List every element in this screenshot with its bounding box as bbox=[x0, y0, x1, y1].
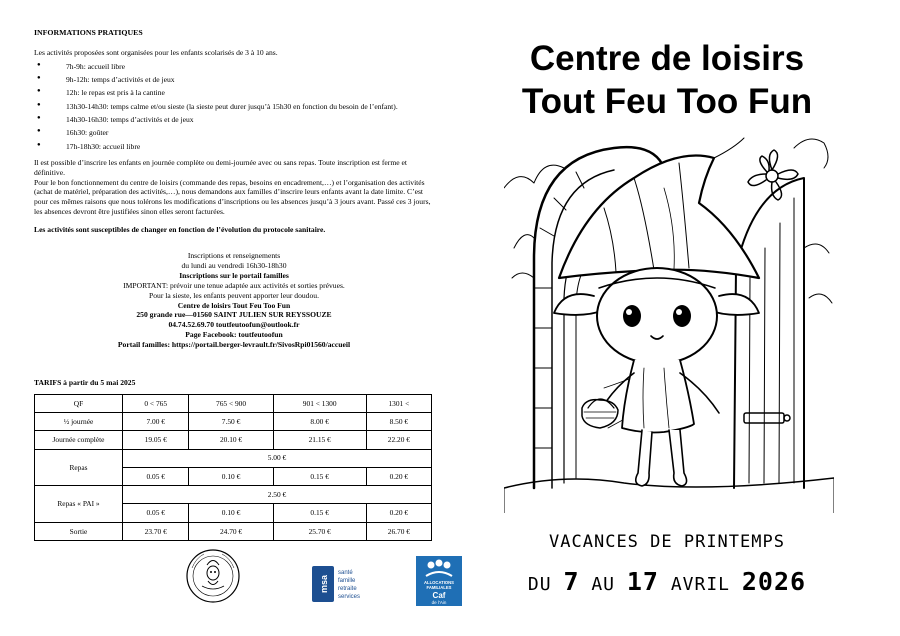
table-cell: ½ journée bbox=[35, 412, 123, 430]
caf-name: Caf bbox=[432, 591, 446, 600]
protocol-warning: Les activités sont susceptibles de changer en fonction de l’évolution du protocole sanitaire. bbox=[34, 224, 326, 234]
table-cell: 0.20 € bbox=[366, 504, 431, 522]
caf-line: FAMILIALES bbox=[426, 585, 452, 590]
partner-logos bbox=[34, 548, 454, 608]
contact-line: du lundi au vendredi 16h30-18h30 bbox=[181, 261, 287, 271]
msa-line: retraite bbox=[338, 586, 357, 592]
table-cell: 8.00 € bbox=[273, 412, 366, 430]
table-cell: 22.20 € bbox=[366, 431, 431, 449]
caf-logo bbox=[416, 556, 462, 606]
table-cell: 8.50 € bbox=[366, 412, 431, 430]
table-cell: 2.50 € bbox=[123, 486, 432, 504]
inscription-paragraph: Il est possible d’inscrire les enfants en journée complète ou demi-journée avec ou sans repas. Toute inscription est ferme et définitive. bbox=[34, 158, 407, 177]
msa-line: famille bbox=[338, 578, 356, 584]
table-cell: 23.70 € bbox=[123, 522, 189, 540]
contact-line: Inscriptions sur le portail familles bbox=[179, 271, 289, 281]
table-cell: 21.15 € bbox=[273, 431, 366, 449]
table-cell: 1301 < bbox=[366, 394, 431, 412]
table-cell: Repas « PAI » bbox=[35, 486, 123, 523]
schedule-item: ● 16h30: goûter bbox=[34, 128, 434, 138]
centre-seal-logo bbox=[184, 548, 242, 604]
msa-logo bbox=[312, 566, 370, 602]
contact-block bbox=[34, 251, 434, 350]
table-cell: 0.10 € bbox=[189, 504, 273, 522]
table-cell: 901 < 1300 bbox=[273, 394, 366, 412]
contact-line: Inscriptions et renseignements bbox=[187, 251, 281, 261]
schedule-item: ● 7h-9h: accueil libre bbox=[34, 62, 434, 72]
schedule-item: ● 14h30-16h30: temps d’activités et de jeux bbox=[34, 115, 434, 125]
tarifs-title: TARIFS à partir du 5 mai 2025 bbox=[34, 377, 136, 387]
table-row bbox=[35, 486, 432, 504]
table-cell: 0.10 € bbox=[189, 467, 273, 485]
schedule-item: ● 9h-12h: temps d’activités et de jeux bbox=[34, 75, 434, 85]
dates-end-day: 17 bbox=[626, 567, 659, 596]
centre-name: Centre de loisirs Tout Feu Too Fun bbox=[177, 300, 291, 310]
dates-year: 2026 bbox=[741, 567, 807, 596]
inscription-rules bbox=[34, 158, 434, 216]
poster-title-line: Centre de loisirs bbox=[529, 39, 805, 78]
portal-link[interactable]: Portail familles: https://portail.berger-levrault.fr/SivosRpi01560/accueil bbox=[117, 340, 351, 350]
vacances-heading: VACANCES DE PRINTEMPS bbox=[549, 532, 785, 552]
table-row bbox=[35, 431, 432, 449]
table-cell: 26.70 € bbox=[366, 522, 431, 540]
schedule-item: ● 17h-18h30: accueil libre bbox=[34, 142, 434, 152]
msa-mark: msa bbox=[319, 574, 329, 594]
table-row bbox=[35, 522, 432, 540]
facebook-link[interactable]: Page Facebook: toutfeutoofun bbox=[185, 330, 283, 340]
table-cell: 0.15 € bbox=[273, 504, 366, 522]
table-cell: 24.70 € bbox=[189, 522, 273, 540]
poster-title bbox=[478, 38, 856, 123]
table-cell: Journée complète bbox=[35, 431, 123, 449]
table-cell: 0.05 € bbox=[123, 504, 189, 522]
msa-line: services bbox=[338, 594, 361, 600]
table-cell: 25.70 € bbox=[273, 522, 366, 540]
schedule-list bbox=[34, 62, 434, 152]
table-cell: 19.05 € bbox=[123, 431, 189, 449]
caf-line: ALLOCATIONS bbox=[424, 580, 454, 585]
table-cell: 0.20 € bbox=[366, 467, 431, 485]
table-cell: 0.15 € bbox=[273, 467, 366, 485]
table-row bbox=[35, 412, 432, 430]
schedule-item: ● 13h30-14h30: temps calme et/ou sieste (la sieste peut durer jusqu’à 15h30 en fonction du besoin de l’enfant). bbox=[34, 102, 434, 112]
table-cell: Sortie bbox=[35, 522, 123, 540]
msa-line: santé bbox=[338, 570, 353, 576]
table-cell: QF bbox=[35, 394, 123, 412]
table-cell: Repas bbox=[35, 449, 123, 486]
table-cell: 0.05 € bbox=[123, 467, 189, 485]
poster-panel bbox=[478, 0, 900, 636]
fairy-illustration bbox=[504, 128, 834, 513]
info-intro: Les activités proposées sont organisées pour les enfants scolarisés de 3 à 10 ans. bbox=[34, 47, 278, 57]
organisation-paragraph: Pour le bon fonctionnement du centre de loisirs (commande des repas, besoins en encadrement,…) et l’organisation des activités (achat de matériel, préparation des activités,…), nous demandons aux familles d’inscrire leurs enfants avant la date limite. C’est pour ces mêmes raisons que nous tolérons les modifications d’inscriptions ou les absences jusqu’à 3 jours avant. Passé ces 3 jours, les absences devront être justifiées sinon elles seront facturées. bbox=[34, 177, 431, 216]
table-cell: 765 < 900 bbox=[189, 394, 273, 412]
contact-line: Pour la sieste, les enfants peuvent apporter leur doudou. bbox=[149, 290, 319, 300]
centre-address: 250 grande rue—01560 SAINT JULIEN SUR REYSSOUZE bbox=[136, 310, 332, 320]
table-row bbox=[35, 394, 432, 412]
dates-heading bbox=[478, 567, 856, 596]
dates-word: AU bbox=[591, 574, 616, 595]
centre-phone-email[interactable]: 04.74.52.69.70 toutfeutoofun@outlook.fr bbox=[168, 320, 300, 330]
dates-month: AVRIL bbox=[670, 574, 731, 595]
table-row bbox=[35, 449, 432, 467]
table-cell: 7.00 € bbox=[123, 412, 189, 430]
table-cell: 20.10 € bbox=[189, 431, 273, 449]
table-cell: 0 < 765 bbox=[123, 394, 189, 412]
dates-word: DU bbox=[527, 574, 552, 595]
table-cell: 5.00 € bbox=[123, 449, 432, 467]
poster-title-line: Tout Feu Too Fun bbox=[521, 81, 813, 121]
table-cell: 7.50 € bbox=[189, 412, 273, 430]
tarifs-table bbox=[34, 394, 432, 541]
dates-start-day: 7 bbox=[563, 567, 580, 596]
info-title: INFORMATIONS PRATIQUES bbox=[34, 28, 143, 37]
contact-line: IMPORTANT: prévoir une tenue adaptée aux activités et sorties prévues. bbox=[123, 280, 345, 290]
info-panel bbox=[34, 28, 434, 541]
caf-region: de l’Ain bbox=[431, 600, 447, 605]
schedule-item: ● 12h: le repas est pris à la cantine bbox=[34, 88, 434, 98]
